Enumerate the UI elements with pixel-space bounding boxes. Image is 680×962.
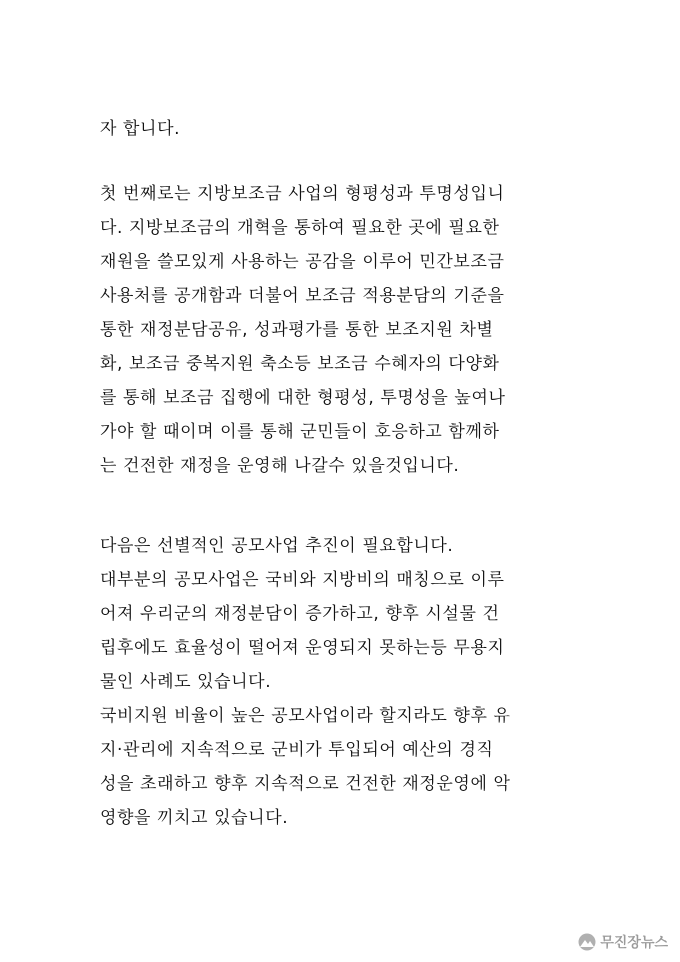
paragraph-intro-ending — [100, 112, 600, 146]
text-line: 물인 사례도 있습니다. — [100, 672, 272, 692]
text-line: 사용처를 공개함과 더불어 보조금 적용분담의 기준을 — [100, 286, 505, 306]
text-line: 대부분의 공모사업은 국비와 지방비의 매칭으로 이루 — [100, 570, 505, 590]
text-line: 다. 지방보조금의 개혁을 통하여 필요한 곳에 필요한 — [100, 218, 500, 238]
text-line: 자 합니다. — [100, 119, 181, 139]
text-line: 영향을 끼치고 있습니다. — [100, 808, 289, 828]
paragraph-subsidy-fairness — [100, 177, 600, 483]
text-line: 다음은 선별적인 공모사업 추진이 필요합니다. — [100, 536, 454, 556]
text-line: 가야 할 때이며 이를 통해 군민들이 호응하고 함께하 — [100, 422, 500, 442]
text-line: 성을 초래하고 향후 지속적으로 건전한 재정운영에 악 — [100, 774, 511, 794]
mountain-logo-icon — [578, 933, 596, 951]
watermark — [578, 932, 668, 952]
text-line: 통한 재정분담공유, 성과평가를 통한 보조지원 차별 — [100, 320, 494, 340]
text-line: 화, 보조금 중복지원 축소등 보조금 수혜자의 다양화 — [100, 354, 500, 374]
text-line: 립후에도 효율성이 떨어져 운영되지 못하는등 무용지 — [100, 638, 505, 658]
text-line: 첫 번째로는 지방보조금 사업의 형평성과 투명성입니 — [100, 184, 505, 204]
text-line: 국비지원 비율이 높은 공모사업이라 할지라도 향후 유 — [100, 706, 511, 726]
watermark-text: 무진장뉴스 — [600, 935, 668, 951]
text-line: 를 통해 보조금 집행에 대한 형평성, 투명성을 높여나 — [100, 388, 506, 408]
paragraph-public-projects — [100, 529, 600, 835]
text-line: 재원을 쓸모있게 사용하는 공감을 이루어 민간보조금 — [100, 252, 505, 272]
text-line: 는 건전한 재정을 운영해 나갈수 있을것입니다. — [100, 456, 460, 476]
text-line: 어져 우리군의 재정분담이 증가하고, 향후 시설물 건 — [100, 604, 500, 624]
text-line: 지·관리에 지속적으로 군비가 투입되어 예산의 경직 — [100, 740, 494, 760]
